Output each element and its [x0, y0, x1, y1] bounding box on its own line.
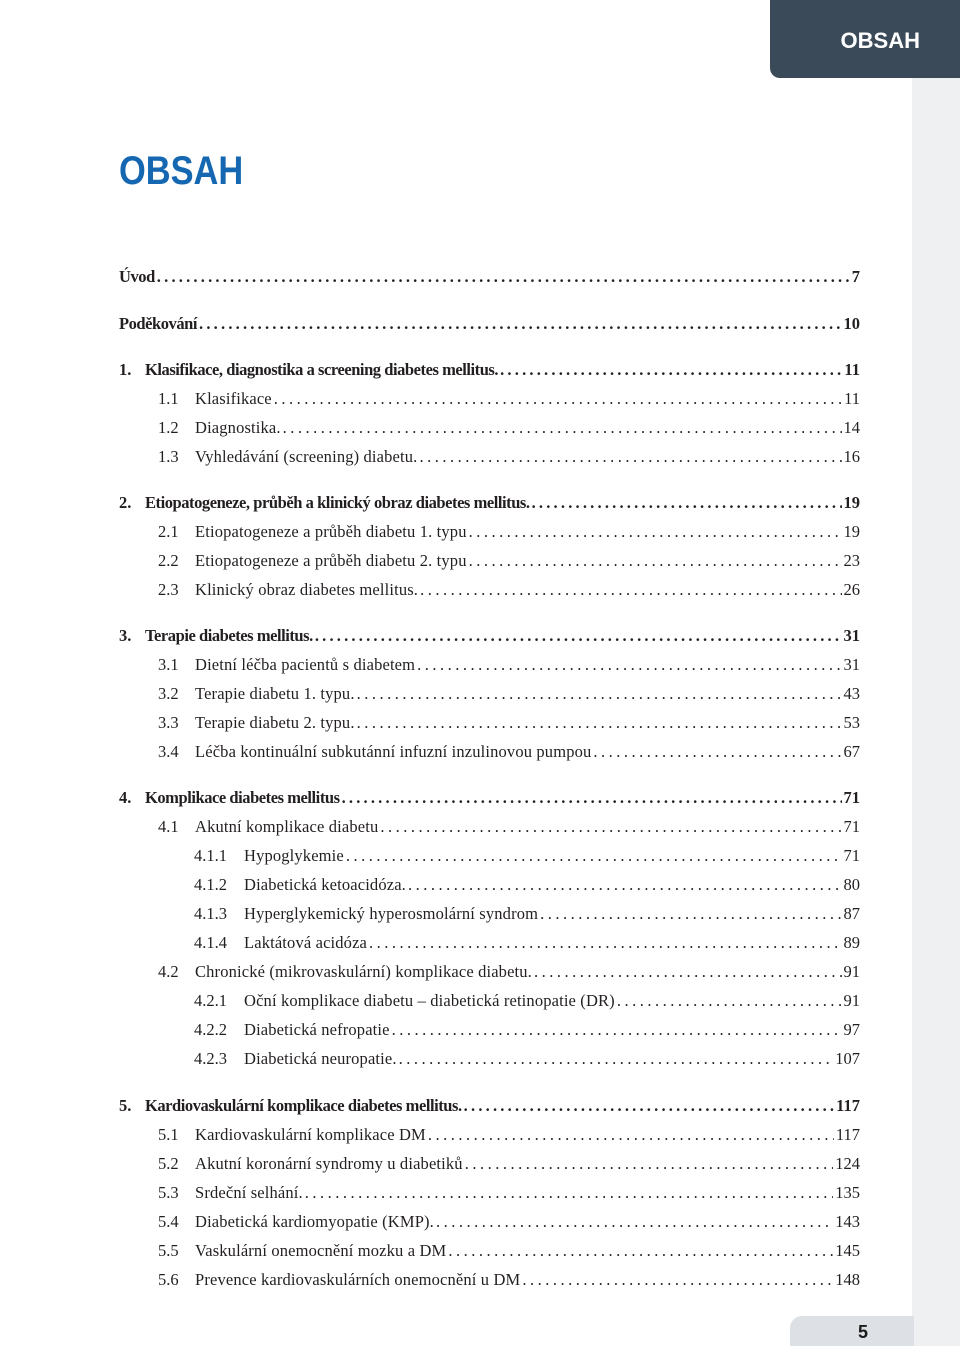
toc-entry: [158, 416, 860, 440]
toc-entry-title: Diabetická ketoacidóza.: [244, 875, 406, 894]
toc-entry-number: 4.1: [158, 817, 179, 836]
toc-entry-number: 4.: [119, 788, 132, 807]
toc-entry-number: 3.1: [158, 655, 179, 674]
page-title: OBSAH: [119, 149, 244, 193]
toc-entry-title: Etiopatogeneze a průběh diabetu 2. typu: [195, 551, 467, 570]
toc-leader-dots: [357, 682, 842, 706]
toc-leader-dots: [346, 844, 842, 868]
toc-entry-number: 1.: [119, 360, 132, 379]
toc-entry: [194, 1047, 860, 1071]
toc-entry: [119, 358, 860, 382]
toc-leader-dots: [534, 960, 842, 984]
toc-entry-number: 4.1.1: [194, 846, 227, 865]
toc-entry-page: 67: [843, 742, 860, 761]
toc-entry-number: 2.2: [158, 551, 179, 570]
toc-entry-number: 2.3: [158, 580, 179, 599]
toc-leader-dots: [283, 416, 842, 440]
toc-entry-number: 3.2: [158, 684, 179, 703]
toc-leader-dots: [419, 445, 841, 469]
toc-entry-page: 117: [836, 1096, 860, 1115]
toc-entry-title: Chronické (mikrovaskulární) komplikace diabetu.: [195, 962, 532, 981]
toc-entry: [119, 624, 860, 648]
toc-entry-title: Hypoglykemie: [244, 846, 344, 865]
toc-leader-dots: [315, 624, 842, 648]
toc-entry-title: Dietní léčba pacientů s diabetem: [195, 655, 416, 674]
toc-entry-page: 43: [843, 684, 860, 703]
toc-entry-title: Diabetická nefropatie: [244, 1020, 390, 1039]
toc-leader-dots: [522, 1268, 833, 1292]
toc-entry-title: Akutní komplikace diabetu: [195, 817, 379, 836]
toc-entry-page: 10: [843, 314, 860, 333]
toc-leader-dots: [464, 1094, 834, 1118]
toc-entry: [158, 1123, 860, 1147]
toc-leader-dots: [532, 491, 842, 515]
toc-entry-page: 11: [844, 389, 860, 408]
toc-entry-title: Terapie diabetu 1. typu.: [195, 684, 355, 703]
toc-entry: [158, 387, 860, 411]
toc-entry-title: Etiopatogeneze a průběh diabetu 1. typu: [195, 522, 467, 541]
toc-entry-page: 91: [843, 962, 860, 981]
toc-entry-page: 80: [843, 875, 860, 894]
toc-entry: [119, 312, 860, 336]
toc-entry-page: 16: [843, 447, 860, 466]
toc-entry: [194, 989, 860, 1013]
toc-leader-dots: [369, 931, 841, 955]
toc-entry-number: 5.6: [158, 1270, 179, 1289]
toc-entry-title: Léčba kontinuální subkutánní infuzní inzulinovou pumpou: [195, 742, 592, 761]
toc-entry-title: Terapie diabetes mellitus.: [145, 626, 313, 645]
toc-leader-dots: [399, 1047, 834, 1071]
toc-leader-dots: [469, 520, 842, 544]
toc-leader-dots: [428, 1123, 834, 1147]
toc-entry: [119, 1094, 860, 1118]
toc-entry-number: 2.: [119, 493, 132, 512]
toc-entry-number: 1.1: [158, 389, 179, 408]
toc-entry-title: Kardiovaskulární komplikace DM: [195, 1125, 426, 1144]
toc-entry-number: 5.4: [158, 1212, 179, 1231]
toc-entry-number: 5.1: [158, 1125, 179, 1144]
toc-entry-page: 71: [843, 788, 860, 807]
toc-leader-dots: [448, 1239, 833, 1263]
toc-leader-dots: [617, 989, 842, 1013]
toc-entry-page: 71: [843, 817, 860, 836]
toc-leader-dots: [408, 873, 842, 897]
toc-entry: [119, 786, 860, 810]
toc-leader-dots: [380, 815, 841, 839]
toc-entry: [119, 265, 860, 289]
toc-leader-dots: [469, 549, 842, 573]
toc-entry: [158, 520, 860, 544]
toc-entry-page: 26: [843, 580, 860, 599]
toc-entry: [158, 740, 860, 764]
toc-entry-page: 7: [851, 267, 860, 286]
section-tab: OBSAH: [770, 0, 960, 78]
toc-entry-page: 71: [843, 846, 860, 865]
toc-leader-dots: [274, 387, 842, 411]
toc-entry: [158, 960, 860, 984]
toc-entry-number: 3.4: [158, 742, 179, 761]
toc-entry-title: Vyhledávání (screening) diabetu.: [195, 447, 418, 466]
toc-entry-number: 4.1.2: [194, 875, 227, 894]
toc-leader-dots: [357, 711, 842, 735]
toc-entry-number: 5.3: [158, 1183, 179, 1202]
toc-entry-number: 4.2.2: [194, 1020, 227, 1039]
toc-entry-page: 53: [843, 713, 860, 732]
toc-leader-dots: [593, 740, 841, 764]
toc-entry: [158, 711, 860, 735]
toc-entry: [158, 549, 860, 573]
toc-entry-number: 4.2: [158, 962, 179, 981]
toc-entry-title: Kardiovaskulární komplikace diabetes mellitus.: [145, 1096, 462, 1115]
toc-entry-number: 3.: [119, 626, 132, 645]
toc-entry-title: Hyperglykemický hyperosmolární syndrom: [244, 904, 539, 923]
toc-leader-dots: [199, 312, 841, 336]
toc-entry: [158, 682, 860, 706]
toc-leader-dots: [465, 1152, 834, 1176]
toc-entry: [158, 578, 860, 602]
toc-entry-number: 1.2: [158, 418, 179, 437]
toc-entry-title: Klasifikace: [195, 389, 272, 408]
toc-leader-dots: [420, 578, 841, 602]
toc-entry-title: Terapie diabetu 2. typu.: [195, 713, 355, 732]
toc-entry-page: 19: [843, 522, 860, 541]
toc-entry: [158, 1210, 860, 1234]
toc-entry-number: 4.2.1: [194, 991, 227, 1010]
toc-entry-number: 1.3: [158, 447, 179, 466]
toc-entry-page: 135: [835, 1183, 860, 1202]
toc-entry-page: 89: [843, 933, 860, 952]
toc-entry-page: 31: [843, 655, 860, 674]
toc-entry-title: Akutní koronární syndromy u diabetiků: [195, 1154, 463, 1173]
toc-entry-page: 107: [835, 1049, 860, 1068]
toc-entry-page: 148: [835, 1270, 860, 1289]
toc-leader-dots: [540, 902, 841, 926]
toc-entry-page: 145: [835, 1241, 860, 1260]
toc-entry: [158, 815, 860, 839]
toc-leader-dots: [342, 786, 842, 810]
toc-entry-number: 4.1.4: [194, 933, 227, 952]
toc-entry-page: 117: [835, 1125, 860, 1144]
toc-entry: [158, 1152, 860, 1176]
toc-entry-title: Klasifikace, diagnostika a screening diabetes mellitus.: [145, 360, 499, 379]
toc-entry-number: 4.2.3: [194, 1049, 227, 1068]
toc-entry-page: 87: [843, 904, 860, 923]
toc-entry: [194, 873, 860, 897]
toc-leader-dots: [157, 265, 850, 289]
toc-leader-dots: [500, 358, 842, 382]
toc-leader-dots: [417, 653, 841, 677]
toc-entry-title: Diabetická kardiomyopatie (KMP).: [195, 1212, 434, 1231]
toc-entry: [158, 653, 860, 677]
toc-entry-page: 31: [843, 626, 860, 645]
toc-entry-number: 4.1.3: [194, 904, 227, 923]
toc-leader-dots: [392, 1018, 842, 1042]
toc-entry-title: Diagnostika.: [195, 418, 281, 437]
toc-leader-dots: [305, 1181, 833, 1205]
toc-entry: [158, 1268, 860, 1292]
toc-entry-title: Prevence kardiovaskulárních onemocnění u DM: [195, 1270, 521, 1289]
page-number: 5: [790, 1316, 914, 1346]
toc-entry-title: Poděkování: [119, 314, 198, 333]
toc-entry: [158, 1181, 860, 1205]
toc-entry-title: Diabetická neuropatie.: [244, 1049, 397, 1068]
toc-entry-page: 14: [843, 418, 860, 437]
toc-entry-title: Oční komplikace diabetu – diabetická retinopatie (DR): [244, 991, 615, 1010]
toc-entry-page: 23: [843, 551, 860, 570]
toc-entry-number: 2.1: [158, 522, 179, 541]
toc-entry-number: 3.3: [158, 713, 179, 732]
toc-entry-page: 19: [843, 493, 860, 512]
toc-entry-number: 5.5: [158, 1241, 179, 1260]
toc-entry-title: Etiopatogeneze, průběh a klinický obraz diabetes mellitus.: [145, 493, 530, 512]
toc-entry: [158, 445, 860, 469]
toc-entry: [119, 491, 860, 515]
toc-entry-title: Úvod: [119, 267, 155, 286]
toc-entry: [158, 1239, 860, 1263]
toc-entry-number: 5.2: [158, 1154, 179, 1173]
toc-entry-page: 91: [843, 991, 860, 1010]
toc-entry-page: 11: [844, 360, 860, 379]
toc-entry-number: 5.: [119, 1096, 132, 1115]
toc-entry-title: Laktátová acidóza: [244, 933, 368, 952]
toc-leader-dots: [436, 1210, 833, 1234]
toc-entry-title: Komplikace diabetes mellitus: [145, 788, 340, 807]
toc-entry-page: 124: [835, 1154, 860, 1173]
toc-entry-title: Srdeční selhání.: [195, 1183, 303, 1202]
toc-entry: [194, 1018, 860, 1042]
toc-entry: [194, 844, 860, 868]
toc-entry-page: 143: [835, 1212, 860, 1231]
toc-entry-title: Klinický obraz diabetes mellitus.: [195, 580, 419, 599]
toc-entry-title: Vaskulární onemocnění mozku a DM: [195, 1241, 447, 1260]
toc-entry: [194, 931, 860, 955]
toc-entry-page: 97: [843, 1020, 860, 1039]
toc-entry: [194, 902, 860, 926]
